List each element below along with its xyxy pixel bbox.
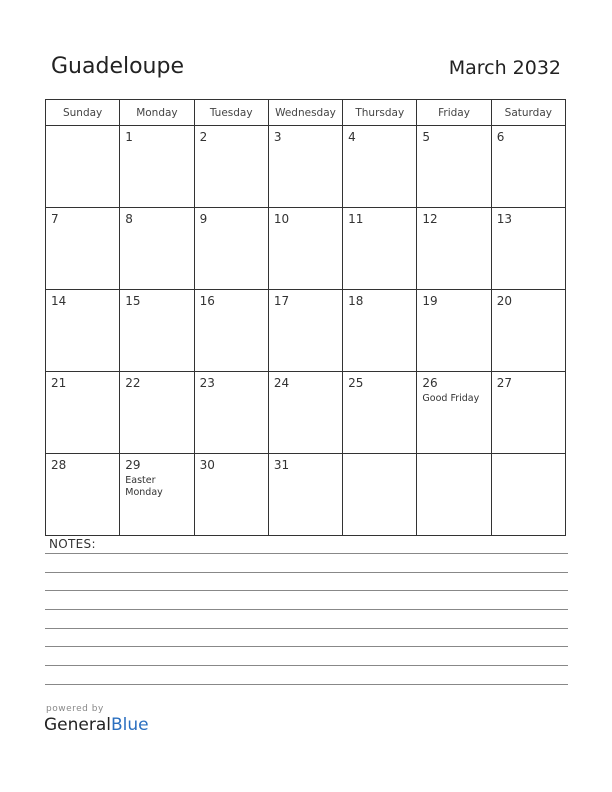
day-number: 24 [273, 376, 290, 390]
day-number: 4 [348, 130, 356, 144]
day-cell [491, 290, 565, 372]
notes-line [45, 553, 568, 554]
day-cell [417, 290, 491, 372]
day-cell [46, 454, 120, 536]
day-cell [417, 372, 491, 454]
day-number: 14 [51, 294, 67, 308]
day-number: 2 [199, 130, 208, 144]
day-cell [194, 372, 268, 454]
day-cell [194, 454, 268, 536]
day-number: 10 [273, 212, 290, 226]
calendar-month-title: March 2032 [448, 57, 561, 79]
day-number: 31 [273, 458, 290, 472]
day-cell [417, 208, 491, 290]
holiday-label: Good Friday [422, 393, 480, 404]
day-number: 23 [199, 376, 215, 390]
day-cell [417, 126, 491, 208]
day-cell [268, 126, 342, 208]
notes-line [45, 609, 568, 610]
brand-general: General [44, 715, 111, 735]
day-number: 19 [422, 294, 438, 308]
notes-line [45, 590, 568, 591]
day-number: 30 [199, 458, 215, 472]
day-cell [46, 126, 120, 208]
day-cell [491, 126, 565, 208]
day-cell [491, 372, 565, 454]
day-cell [46, 290, 120, 372]
notes-line [45, 684, 568, 685]
day-cell [268, 454, 342, 536]
day-cell [343, 290, 417, 372]
day-number: 3 [273, 130, 282, 144]
weekday-header: Sunday [46, 100, 120, 126]
day-cell [120, 290, 194, 372]
day-cell [120, 372, 194, 454]
day-number: 8 [125, 212, 133, 226]
day-number: 9 [199, 212, 208, 226]
powered-by-text: powered by [46, 704, 104, 714]
day-number: 18 [348, 294, 364, 308]
week-row [46, 372, 566, 454]
day-cell [194, 208, 268, 290]
day-number: 11 [348, 212, 364, 226]
day-number: 16 [199, 294, 215, 308]
weekday-header-row [46, 100, 566, 126]
weekday-header: Monday [120, 100, 194, 126]
day-cell [268, 208, 342, 290]
notes-line [45, 646, 568, 647]
day-cell [343, 208, 417, 290]
day-number: 5 [422, 130, 431, 144]
day-cell [268, 372, 342, 454]
day-number: 22 [125, 376, 141, 390]
brand-name [44, 715, 149, 735]
day-number: 13 [496, 212, 512, 226]
day-cell [343, 372, 417, 454]
notes-line [45, 572, 568, 573]
notes-line [45, 628, 568, 629]
day-number: 25 [348, 376, 364, 390]
calendar-country-title: Guadeloupe [51, 54, 184, 79]
day-number: 28 [51, 458, 67, 472]
day-cell [46, 372, 120, 454]
week-row [46, 126, 566, 208]
week-row [46, 290, 566, 372]
day-cell [120, 454, 194, 536]
generalblue-logo [44, 704, 149, 735]
day-cell [343, 126, 417, 208]
day-cell [120, 126, 194, 208]
day-number: 29 [125, 458, 141, 472]
day-number: 7 [51, 212, 59, 226]
day-cell [194, 126, 268, 208]
day-number: 6 [496, 130, 505, 144]
calendar-grid [45, 99, 566, 536]
day-number: 12 [422, 212, 438, 226]
weekday-header: Saturday [491, 100, 565, 126]
day-cell [120, 208, 194, 290]
notes-label: NOTES: [49, 537, 96, 551]
day-cell [46, 208, 120, 290]
day-cell [417, 454, 491, 536]
day-number: 20 [496, 294, 512, 308]
day-number: 1 [125, 130, 133, 144]
day-cell [491, 454, 565, 536]
weekday-header: Friday [417, 100, 491, 126]
weekday-header: Tuesday [194, 100, 268, 126]
day-cell [343, 454, 417, 536]
weekday-header: Thursday [343, 100, 417, 126]
week-row [46, 454, 566, 536]
day-number: 15 [125, 294, 141, 308]
day-cell [194, 290, 268, 372]
day-cell [268, 290, 342, 372]
week-row [46, 208, 566, 290]
holiday-label: Easter Monday [125, 475, 163, 498]
notes-line [45, 665, 568, 666]
day-number: 17 [273, 294, 290, 308]
weekday-header: Wednesday [268, 100, 342, 126]
day-number: 21 [51, 376, 67, 390]
brand-blue: Blue [111, 715, 149, 735]
day-number: 27 [496, 376, 512, 390]
day-cell [491, 208, 565, 290]
day-number: 26 [422, 376, 438, 390]
